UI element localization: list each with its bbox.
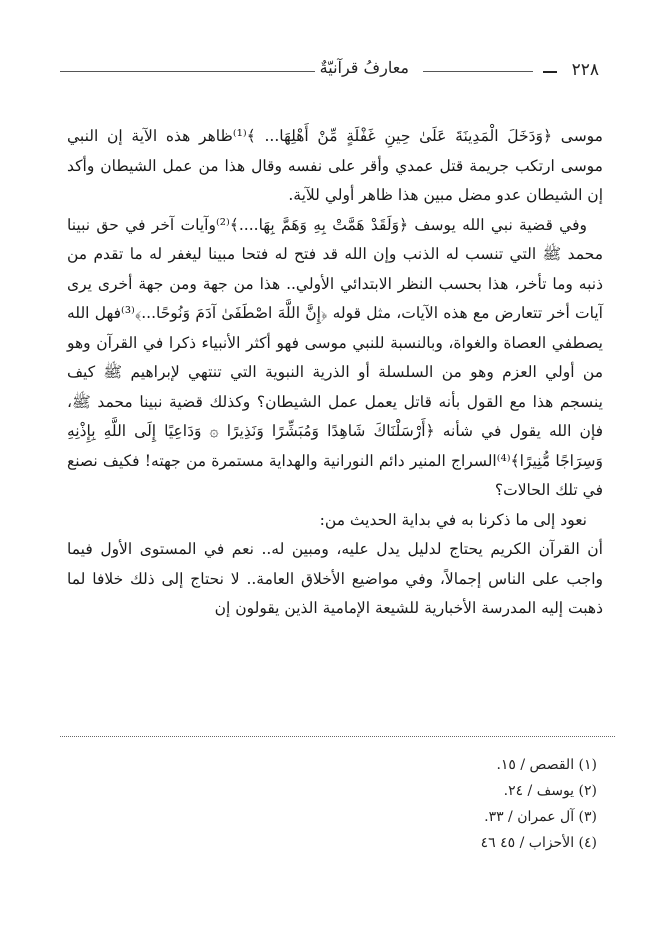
paragraph: وفي قضية نبي الله يوسف ﴿وَلَقَدْ هَمَّتْ بِهِ وَهَمَّ بِهَا....﴾⁽²⁾وآيات آخر في حق نبينا محمد ﷺ التي تنسب له الذنب وإن الله قد فتح له فتحا مبينا ليغفر له ما تقدم من ذنبه وما تأخر، هذا بحسب النظر الابتدائي الأولي.. هذا من جهة ومن جهة أخرى يرى آيات أخر تتعارض مع هذه الآيات، مثل قوله ﴿إِنَّ اللَّهَ اصْطَفَىٰ آدَمَ وَنُوحًا...﴾⁽³⁾فهل الله يصطفي العصاة والغواة، وبالنسبة للنبي موسى فهو أكثر الأنبياء ذكرا في القرآن وهو من أولي العزم وهو من السلسلة أو الذرية النبوية التي تنتهي لإبراهيم ﷺ كيف ينسجم هذا مع القول بأنه قاتل يعمل عمل الشيطان؟ وكذلك قضية نبينا محمد ﷺ، فإن الله يقول في شأنه ﴿أَرْسَلْنَاكَ شَاهِدًا وَمُبَشِّرًا وَنَذِيرًا ۞ وَدَاعِيًا إِلَى اللَّهِ بِإِذْنِهِ وَسِرَاجًا مُّنِيرًا﴾⁽⁴⁾السراج المنير دائم النورانية والهداية مستمرة من جهته! فكيف نصنع في تلك الحالات؟ xyxy=(67,215,603,499)
page-number-dash xyxy=(543,71,557,73)
book-title: معارفُ قرآنيّةٌ xyxy=(319,58,409,77)
footnote-separator xyxy=(60,736,615,737)
paragraph: موسى ﴿وَدَخَلَ الْمَدِينَةَ عَلَىٰ حِينِ غَفْلَةٍ مِّنْ أَهْلِهَا... ﴾⁽¹⁾ظاهر هذه الآية إن النبي موسى ارتكب جريمة قتل عمدي وأقر على نفسه وقال هذا من عمل الشيطان وأكد إن الشيطان عدو مضل مبين هذا ظاهر أولي للآية. xyxy=(67,127,603,204)
page-header xyxy=(60,58,599,88)
footnotes xyxy=(297,752,597,856)
footnote-item: (٢) يوسف / ٢٤. xyxy=(503,783,597,799)
header-rule-left xyxy=(60,71,315,72)
paragraph: نعود إلى ما ذكرنا به في بداية الحديث من: xyxy=(319,510,587,529)
footnote-item: (٣) آل عمران / ٣٣. xyxy=(484,809,597,825)
footnote-item: (١) القصص / ١٥. xyxy=(496,757,597,773)
header-rule-right xyxy=(423,71,533,72)
footnote-item: (٤) الأحزاب / ٤٥ ٤٦ xyxy=(480,835,597,851)
paragraph: أن القرآن الكريم يحتاج لدليل يدل عليه، ومبين له.. نعم في المستوى الأول فيما واجب على الناس إجمالاً، وفي مواضيع الأخلاق العامة.. لا نحتاج إلى ذلك خلافا لما ذهبت إليه المدرسة الأخبارية للشيعة الإمامية الذين يقولون إن xyxy=(67,540,603,617)
body-text xyxy=(67,122,603,624)
page-number: ٢٢٨ xyxy=(571,60,599,80)
